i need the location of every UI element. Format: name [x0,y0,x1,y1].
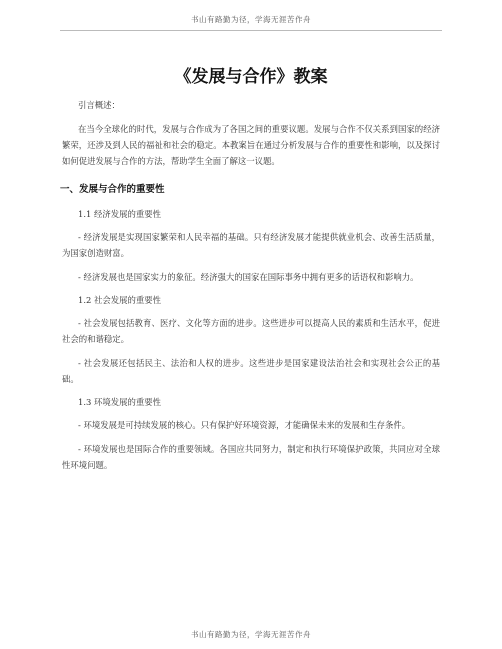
document-body [62,97,440,473]
subsection-heading-1-2: 1.2 社会发展的重要性 [78,295,161,305]
subsection-heading-1-3: 1.3 环境发展的重要性 [78,397,161,407]
point-1-3-b: - 环境发展也是国际合作的重要领域。各国应共同努力，制定和执行环境保护政策，共同应对全球性环境问题。 [62,444,440,470]
intro-paragraph: 在当今全球化的时代，发展与合作成为了各国之间的重要议题。发展与合作不仅关系到国家的经济繁荣，还涉及到人民的福祉和社会的稳定。本教案旨在通过分析发展与合作的重要性和影响，以及探讨如何促进发展与合作的方法，帮助学生全面了解这一议题。 [62,124,440,166]
header-divider [60,30,442,31]
section-heading: 一、发展与合作的重要性 [60,184,165,195]
point-1-2-b: - 社会发展还包括民主、法治和人权的进步。这些进步是国家建设法治社会和实现社会公正的基础。 [62,358,440,384]
point-1-1-b: - 经济发展也是国家实力的象征。经济强大的国家在国际事务中拥有更多的话语权和影响力。 [78,272,419,282]
document-title: 《发展与合作》教案 [174,67,328,87]
point-1-3-a: - 环境发展是可持续发展的核心。只有保护好环境资源，才能确保未来的发展和生存条件。 [78,420,411,430]
point-1-2-a: - 社会发展包括教育、医疗、文化等方面的进步。这些进步可以提高人民的素质和生活水平，促进社会的和谐稳定。 [62,318,440,344]
footer-motto: 书山有路勤为径，学海无涯苦作舟 [191,630,311,639]
subsection-heading-1-1: 1.1 经济发展的重要性 [78,209,161,219]
point-1-1-a: - 经济发展是实现国家繁荣和人民幸福的基础。只有经济发展才能提供就业机会、改善生活质量，为国家创造财富。 [62,232,440,258]
header-motto: 书山有路勤为径，学海无涯苦作舟 [191,15,311,24]
intro-label: 引言概述： [78,100,120,110]
